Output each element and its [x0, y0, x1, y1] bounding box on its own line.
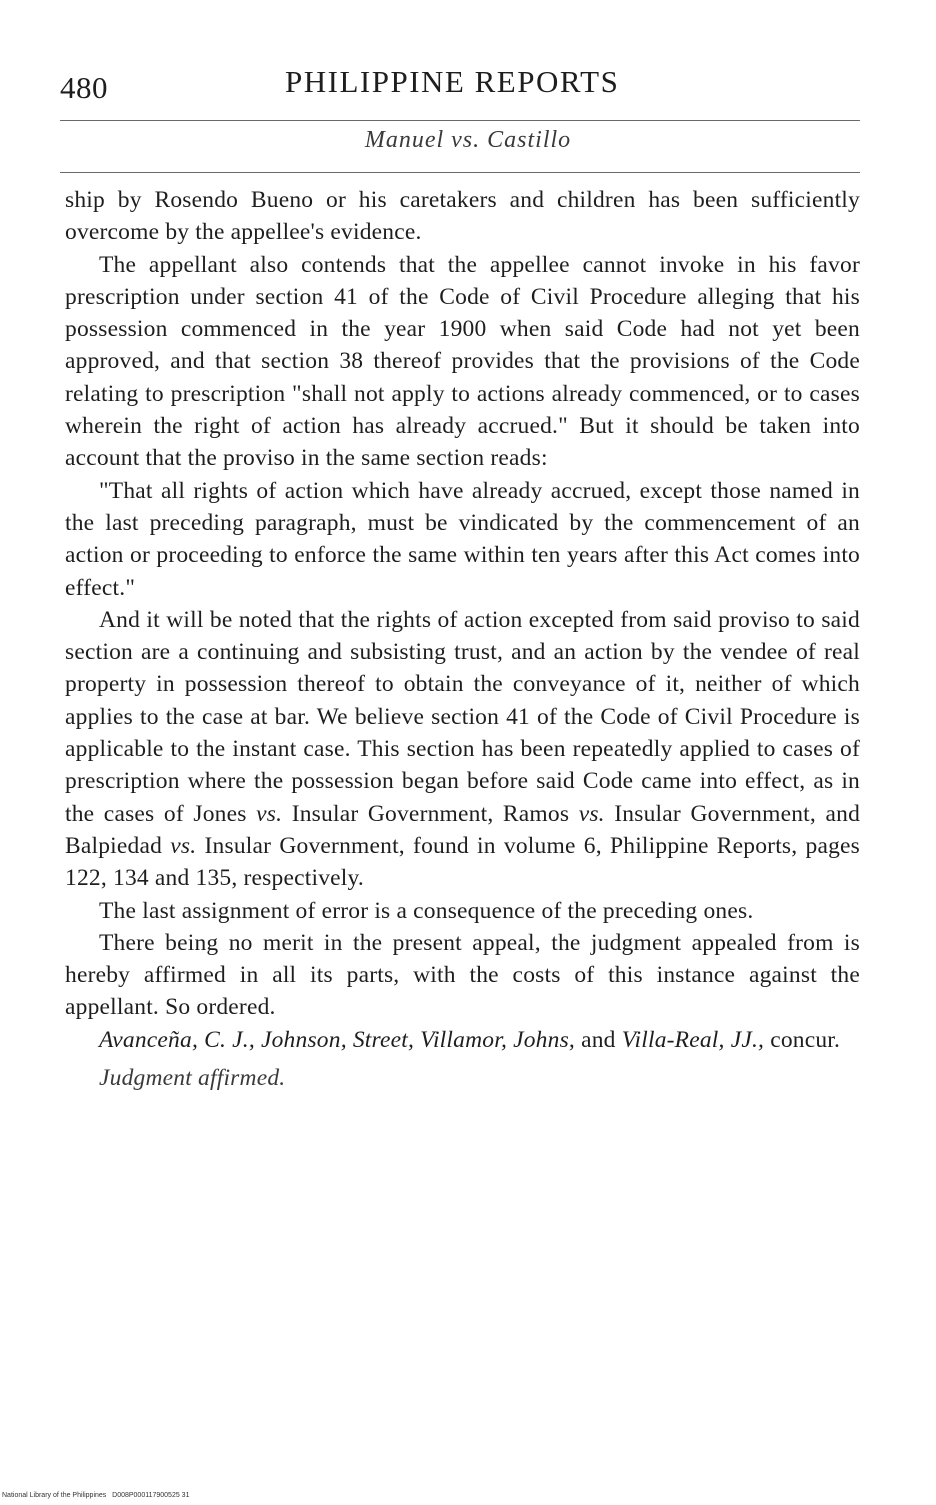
versus-3: vs. [170, 832, 197, 859]
case-caption: Manuel vs. Castillo [364, 127, 572, 153]
paragraph-analysis [65, 604, 860, 895]
concur-word: concur. [770, 1026, 841, 1053]
footer-source: National Library of the Philippines [2, 1492, 107, 1499]
analysis-text-c: Insular Government, and Balpiedad [65, 800, 861, 859]
analysis-text-b: Insular Government, Ramos [291, 800, 570, 827]
body-text [65, 184, 860, 1094]
disposition: Judgment affirmed. [99, 1065, 286, 1092]
paragraph-last-assignment: The last assignment of error is a consequence of the preceding ones. [99, 897, 754, 924]
versus-2: vs. [578, 800, 605, 827]
concurrence-line [65, 1024, 860, 1056]
paragraph-judgment: There being no merit in the present appeal, the judgment appealed from is hereby affirmed in all its parts, with the costs of this instance against the appellant. So ordered. [65, 929, 860, 1021]
concur-and: and [581, 1026, 616, 1053]
paragraph-quoted-proviso: "That all rights of action which have already accrued, except those named in the last preceding paragraph, must be vindicated by the commencement of an action or proceeding to enforce the same within ten years after this Act comes into effect." [65, 477, 860, 601]
analysis-text-d: Insular Government, found in volume 6, Philippine Reports, pages 122, 134 and 135, respectively. [65, 832, 861, 892]
page-number: 480 [60, 70, 108, 105]
paragraph-appellant-contention: The appellant also contends that the appellee cannot invoke in his favor prescription under section 41 of the Code of Civil Procedure alleging that his possession commenced in the year 1900 when said Code had not yet been approved, and that section 38 thereof provides that the provisions of the Code relating to prescription "shall not apply to actions already commenced, or to cases wherein the right of action has already accrued." But it should be taken into account that the proviso in the same section reads: [65, 251, 860, 472]
running-head: PHILIPPINE REPORTS [285, 64, 620, 99]
header-rule-top [60, 120, 860, 121]
header-rule-bottom [60, 172, 860, 173]
footer-id: D008P000117900525 31 [112, 1492, 190, 1499]
paragraph-continued: ship by Rosendo Bueno or his caretakers and children has been sufficiently overcome by the appellee's evidence. [65, 187, 860, 246]
versus-1: vs. [256, 800, 283, 827]
analysis-text-a: And it will be noted that the rights of action excepted from said proviso to said section are a continuing and subsisting trust, and an action by the vendee of real property in possession thereof to obtain the conveyance of it, neither of which applies to the case at bar. We believe section 41 of the Code of Civil Procedure is applicable to the instant case. This section has been repeatedly applied to cases of prescription where the possession began before said Code came into effect, as in the cases of Jones [65, 606, 860, 827]
footer-note [2, 1492, 189, 1499]
concurring-justices-b: Villa-Real, JJ., [621, 1026, 765, 1053]
concurring-justices-a: Avanceña, C. J., Johnson, Street, Villamor, Johns, [99, 1026, 576, 1053]
